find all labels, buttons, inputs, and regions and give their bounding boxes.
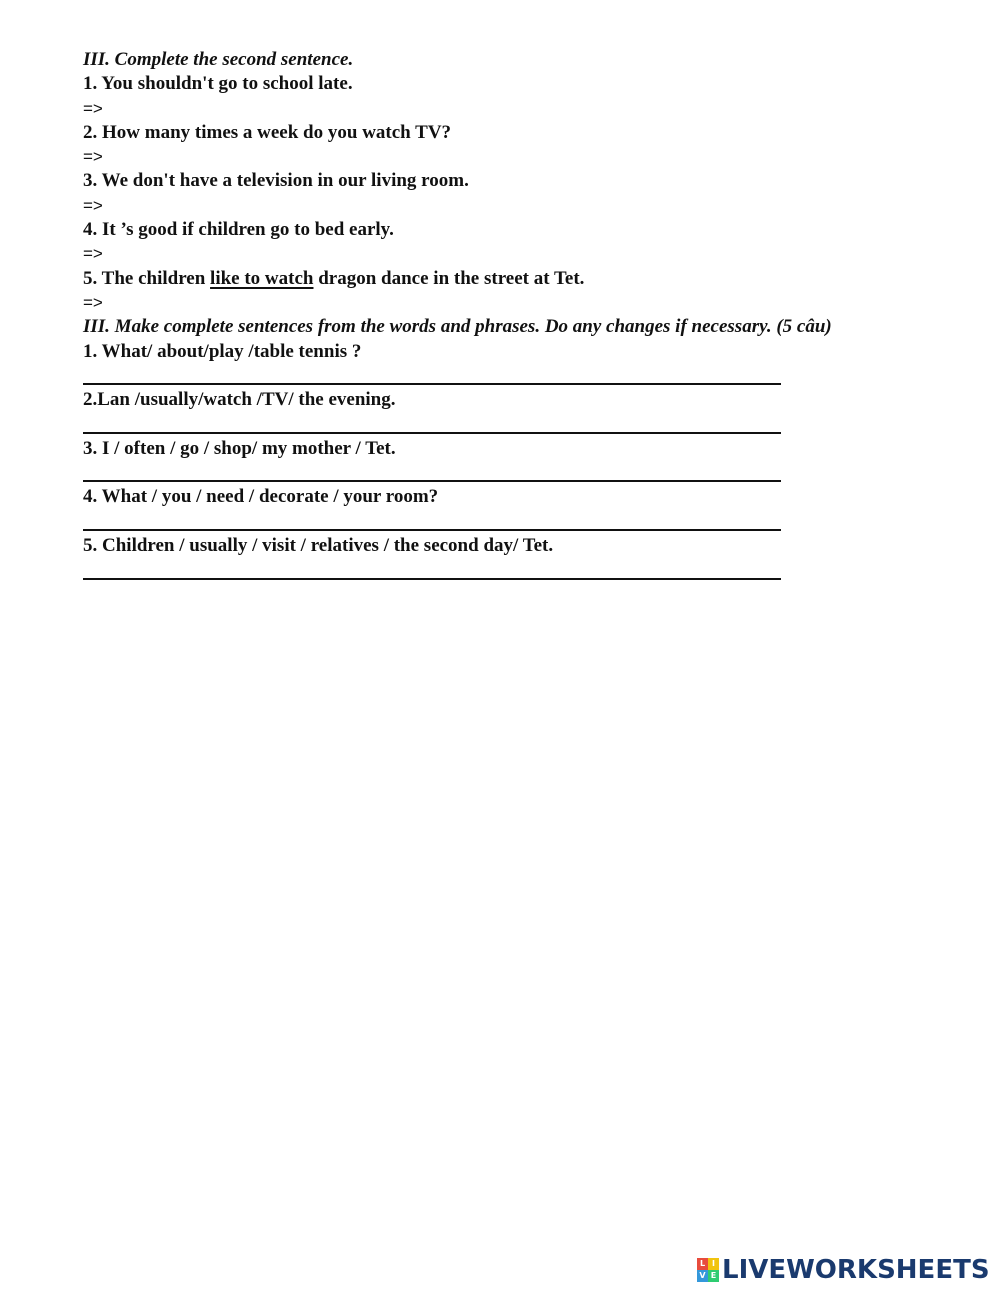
answer-arrow-2[interactable]: => xyxy=(83,147,103,167)
section2-item-1: 1. What/ about/play /table tennis ? xyxy=(83,340,362,362)
item-5-suffix: dragon dance in the street at Tet. xyxy=(313,267,585,289)
section1-item-5 xyxy=(83,267,883,291)
logo-block: I xyxy=(708,1258,719,1270)
worksheet-content xyxy=(83,48,883,583)
section2-item-5: 5. Children / usually / visit / relatives / the second day/ Tet. xyxy=(83,534,554,556)
section1-heading: III. Complete the second sentence. xyxy=(83,49,354,70)
section2-item-4: 4. What / you / need / decorate / your room? xyxy=(83,486,439,508)
answer-line-2[interactable] xyxy=(83,412,883,436)
logo-blocks-icon xyxy=(697,1258,719,1282)
logo-block: V xyxy=(697,1270,708,1282)
answer-line-4[interactable] xyxy=(83,510,883,534)
item-5-underlined-phrase: like to watch xyxy=(210,267,314,289)
logo-block: L xyxy=(697,1258,708,1270)
section1-item-4: 4. It ’s good if children go to bed early. xyxy=(83,219,394,241)
answer-arrow-3[interactable]: => xyxy=(83,195,103,215)
section2-heading: III. Make complete sentences from the words and phrases. Do any changes if necessary. (5 câu) xyxy=(83,316,832,338)
item-5-prefix: 5. The children xyxy=(83,267,211,289)
logo-block: E xyxy=(708,1270,719,1282)
answer-arrow-5[interactable]: => xyxy=(83,292,103,312)
section2-item-2: 2.Lan /usually/watch /TV/ the evening. xyxy=(83,389,396,411)
section2-item-3: 3. I / often / go / shop/ my mother / Tet. xyxy=(83,437,396,459)
section1-item-1: 1. You shouldn't go to school late. xyxy=(83,73,353,95)
answer-arrow-4[interactable]: => xyxy=(83,244,103,264)
logo-text: LIVEWORKSHEETS xyxy=(722,1255,990,1285)
answer-line-1[interactable] xyxy=(83,364,883,388)
section1-item-2: 2. How many times a week do you watch TV? xyxy=(83,121,452,143)
section1-item-3: 3. We don't have a television in our living room. xyxy=(83,170,469,192)
answer-line-5[interactable] xyxy=(83,558,883,582)
answer-line-3[interactable] xyxy=(83,461,883,485)
liveworksheets-logo xyxy=(697,1254,990,1286)
answer-arrow-1[interactable]: => xyxy=(83,98,103,118)
